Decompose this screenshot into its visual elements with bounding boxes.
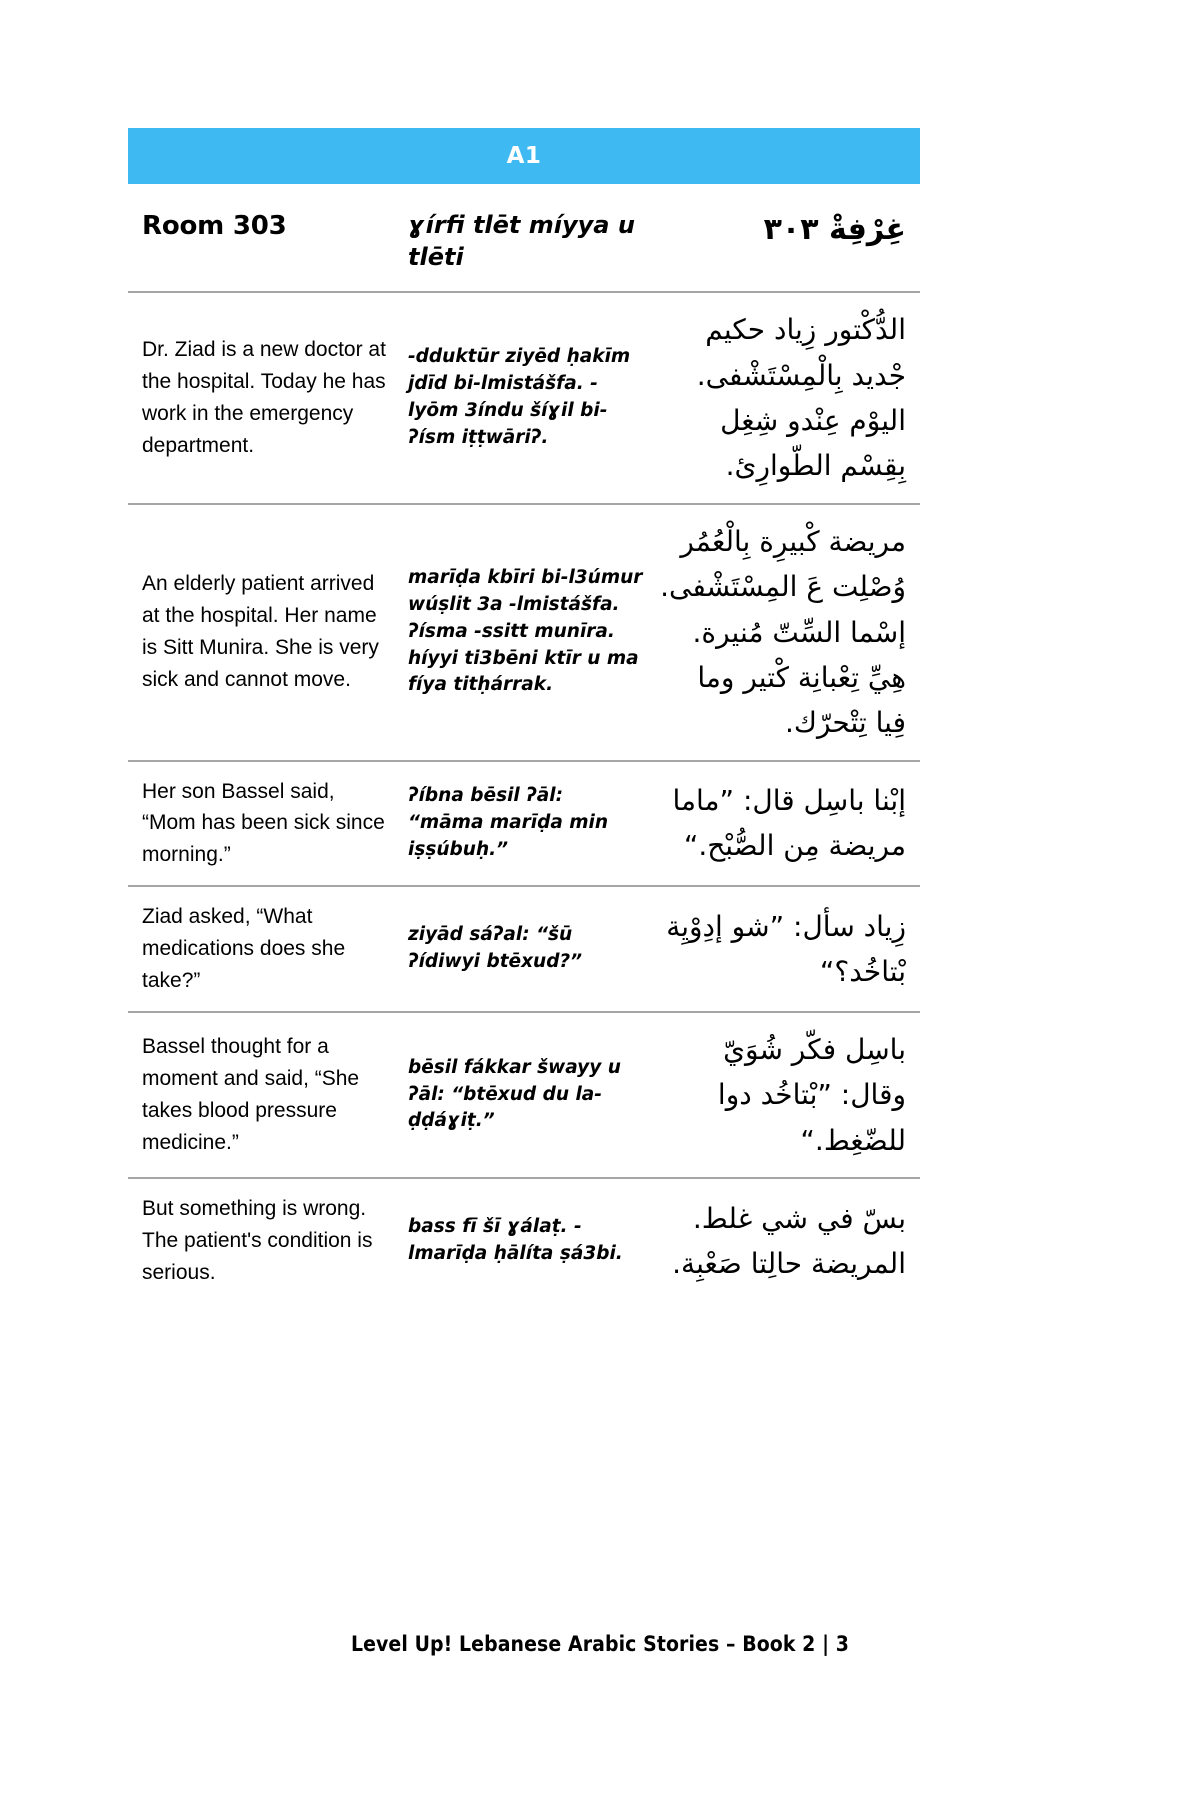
cell-english: Dr. Ziad is a new doctor at the hospital. Today he has work in the emergency department.	[142, 338, 386, 457]
footer-text: Level Up! Lebanese Arabic Stories – Book 2 | 3	[350, 1632, 850, 1656]
cell-arabic: إبْنا باسِل قال: ”ماما مريضة مِن الصُّبْح.“	[672, 784, 906, 863]
page-title-english: Room 303	[142, 211, 287, 241]
table-row	[128, 762, 920, 888]
table-row	[128, 1179, 920, 1303]
level-banner	[128, 128, 920, 184]
cell-arabic: الدُّكْتور زِياد حكيم جْديد بِالْمِسْتَشْفى. اليوْم عِنْدو شِغِل بِقِسْم الطّوارِئ.	[696, 313, 906, 483]
level-badge-label: A1	[506, 143, 542, 169]
cell-arabic: زِياد سأل: ”شو إدِوْيِة بْتاخُد؟“	[666, 909, 906, 989]
cell-english: Her son Bassel said, “Mom has been sick since morning.”	[142, 779, 385, 867]
cell-english: An elderly patient arrived at the hospital. Her name is Sitt Munira. She is very sick and cannot move.	[142, 572, 379, 692]
page-title-transliteration: ɣírfi tlēt míyya u tlēti	[408, 211, 635, 271]
cell-transliteration: bass fī šī ɣálaṭ. -lmarīḍa ḥālíta ṣá3bi.	[408, 1216, 623, 1264]
cell-arabic: بسّ في شي غلط. المريضة حالِتا صَعْبِة.	[672, 1201, 906, 1280]
cell-transliteration: -dduktūr ziyēd ḥakīm jdīd bi-lmistášfa. -lyōm 3índu šíɣil bi-ʔísm iṭṭwāriʔ.	[408, 346, 631, 448]
cell-english: Ziad asked, “What medications does she take?”	[142, 905, 346, 993]
cell-english: But something is wrong. The patient's condition is serious.	[142, 1197, 373, 1284]
title-arabic-cell	[656, 210, 920, 249]
story-table	[128, 291, 920, 1302]
cell-english: Bassel thought for a moment and said, “She takes blood pressure medicine.”	[142, 1035, 360, 1154]
title-english-cell	[128, 210, 400, 243]
page-title-arabic: غِرْفِةْ ٣٠٣	[763, 212, 906, 247]
cell-transliteration: marīḍa kbīri bi-l3úmur wúṣlit 3a -lmistášfa. ʔísma -ssitt munīra. híyyi ti3bēni ktīr u ma fíya titḥárrak.	[408, 567, 643, 696]
cell-transliteration: ziyād sáʔal: “šū ʔídiwyi btēxud?”	[408, 924, 583, 973]
title-row	[128, 184, 920, 291]
cell-transliteration: bēsil fákkar šwayy u ʔāl: “btēxud du la-ḍḍáɣiṭ.”	[408, 1056, 621, 1132]
table-row	[128, 505, 920, 762]
table-row	[128, 887, 920, 1013]
title-transliteration-cell	[400, 210, 656, 273]
page-footer	[0, 1632, 1200, 1656]
cell-arabic: باسِل فكّر شُوَيّ وقال: ”بْتاخُد دوا للضّغِط.“	[717, 1033, 906, 1157]
table-row	[128, 293, 920, 504]
cell-transliteration: ʔíbna bēsil ʔāl: “māma marīḍa min iṣṣúbuḥ.”	[408, 785, 609, 860]
story-sheet	[128, 128, 920, 1303]
table-row	[128, 1013, 920, 1179]
cell-arabic: مريضة كْبيرِة بِالْعُمُر وُصْلِت عَ المِسْتَشْفى. إسْما السِّتّ مُنيرة. هِيِّ تِعْبانِة كْتير وما فِيا تِتْحرّك.	[660, 524, 906, 740]
